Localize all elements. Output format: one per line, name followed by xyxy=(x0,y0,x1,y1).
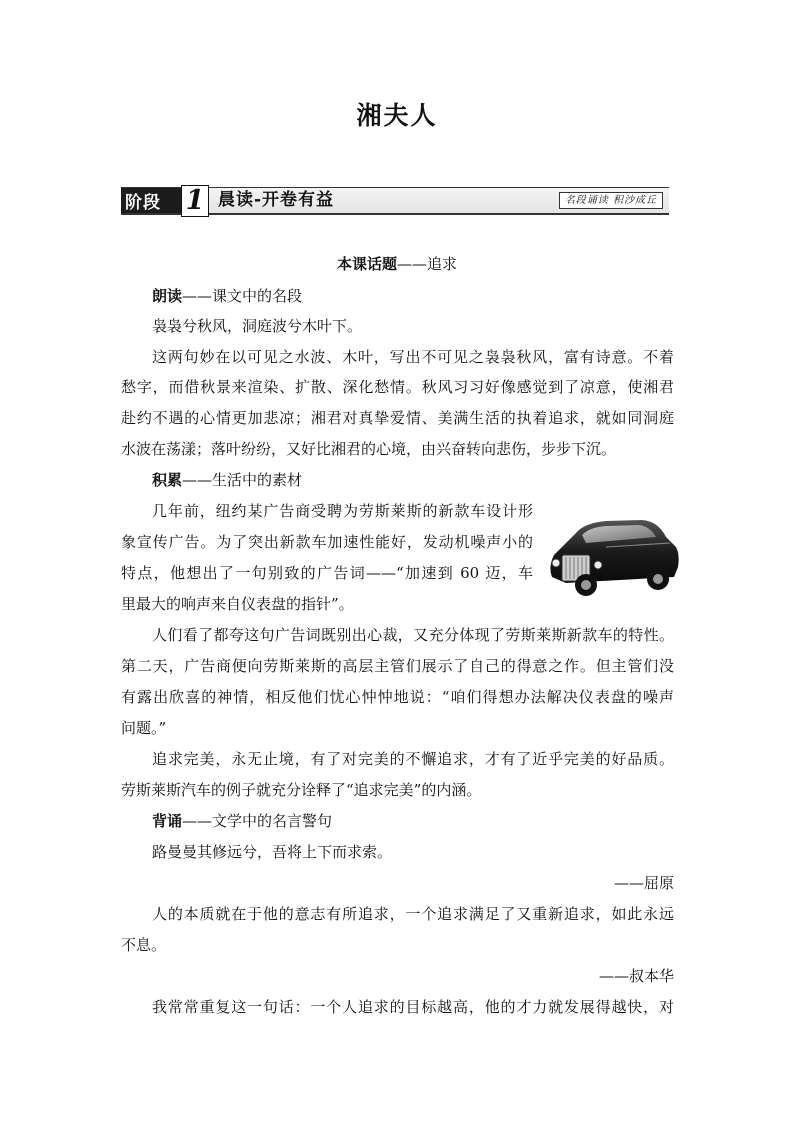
ad-para-line: 有露出欣喜的神情，相反他们忧心忡忡地说：“咱们得想办法解决仪表盘的噪声 xyxy=(121,688,674,706)
ad-para-line: 几年前，纽约某广告商受聘为劳斯莱斯的新款车设计形 xyxy=(152,502,533,520)
recite-label: 背诵 xyxy=(152,812,183,830)
recite-quote: 我常常重复这一句话：一个人追求的目标越高，他的才力就发展得越快，对 xyxy=(152,998,674,1016)
ad-para-line: 第二天，广告商便向劳斯莱斯的高层主管们展示了自己的得意之作。但主管们没 xyxy=(121,657,674,675)
reading-rest: 课文中的名段 xyxy=(212,287,303,305)
stage-number: 1 xyxy=(181,185,209,217)
recite-heading xyxy=(152,811,332,831)
reading-label: 朗读 xyxy=(152,287,183,305)
reading-para-line: 愁字，而借秋景来渲染、扩散、深化愁情。秋风习习好像感觉到了凉意，使湘君 xyxy=(121,378,674,396)
accumulate-heading xyxy=(152,470,302,490)
topic-dash: —— xyxy=(397,255,427,273)
recite-dash: —— xyxy=(182,812,213,830)
recite-rest: 文学中的名言警句 xyxy=(212,812,333,830)
recite-quote: 人的本质就在于他的意志有所追求，一个追求满足了又重新追求，如此永远 xyxy=(152,905,674,923)
section-banner xyxy=(121,187,669,215)
accumulate-dash: —— xyxy=(182,471,213,489)
stage-label: 阶段 xyxy=(125,193,161,213)
topic-label: 本课话题 xyxy=(336,255,397,273)
topic-heading xyxy=(0,254,794,274)
recite-author: ——叔本华 xyxy=(598,967,674,985)
reading-para-line: 这两句妙在以可见之水波、木叶，写出不可见之袅袅秋风，富有诗意。不着 xyxy=(152,348,674,366)
topic-value: 追求 xyxy=(427,255,458,273)
accumulate-rest: 生活中的素材 xyxy=(212,471,303,489)
banner-title: 晨读-开卷有益 xyxy=(218,190,335,210)
perfection-para-line: 追求完美，永无止境，有了对完美的不懈追求，才有了近乎完美的好品质。 xyxy=(152,750,674,768)
reading-para-line: 赴约不遇的心情更加悲凉；湘君对真挚爱情、美满生活的执着追求，就如同洞庭 xyxy=(121,409,674,427)
ad-para-line: 象宣传广告。为了突出新款车加速性能好，发动机噪声小的 xyxy=(121,533,533,551)
reading-quote: 袅袅兮秋风，洞庭波兮木叶下。 xyxy=(152,317,363,335)
reading-dash: —— xyxy=(182,287,213,305)
accumulate-label: 积累 xyxy=(152,471,183,489)
car-photo-icon xyxy=(546,503,681,598)
recite-quote: 不息。 xyxy=(121,936,167,954)
ad-para-line: 里最大的响声来自仪表盘的指针”。 xyxy=(121,595,354,613)
perfection-para-line: 劳斯莱斯汽车的例子就充分诠释了“追求完美”的内涵。 xyxy=(121,781,482,799)
reading-heading xyxy=(152,286,302,306)
ad-para-line: 特点，他想出了一句别致的广告词——“加速到 60 迈，车 xyxy=(121,564,533,582)
reading-para-line: 水波在荡漾；落叶纷纷，又好比湘君的心境，由兴奋转向悲伤，步步下沉。 xyxy=(121,440,617,458)
banner-tag: 名段诵读 积沙成丘 xyxy=(559,192,663,209)
page-title: 湘夫人 xyxy=(356,101,438,130)
ad-para-line: 问题。” xyxy=(121,719,167,737)
recite-quote: 路曼曼其修远兮，吾将上下而求索。 xyxy=(152,843,393,861)
recite-author: ——屈原 xyxy=(613,874,674,892)
ad-para-line: 人们看了都夸这句广告词既别出心裁，又充分体现了劳斯莱斯新款车的特性。 xyxy=(152,626,674,644)
